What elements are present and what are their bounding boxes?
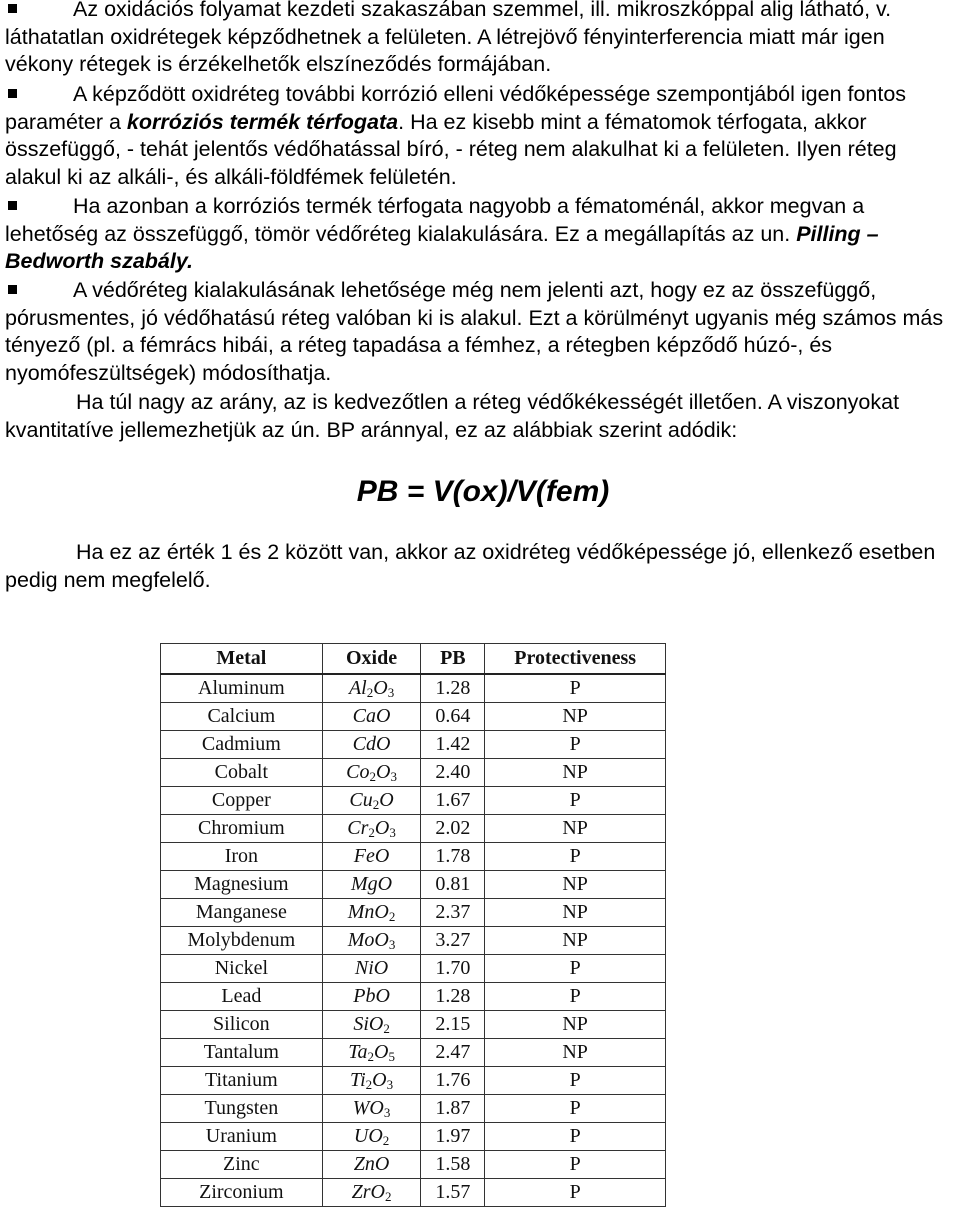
paragraph-other-factors <box>5 277 955 387</box>
cell-protectiveness: NP <box>485 927 666 955</box>
oxide-symbol: Co <box>346 760 370 783</box>
cell-oxide <box>322 1039 421 1067</box>
oxide-symbol: O <box>374 816 390 839</box>
cell-metal: Manganese <box>161 899 323 927</box>
cell-metal: Calcium <box>161 703 323 731</box>
oxide-symbol: Ti <box>350 1068 366 1091</box>
paragraph-volume-parameter <box>5 81 955 191</box>
cell-pb: 1.28 <box>421 674 485 703</box>
table-row <box>161 1123 666 1151</box>
oxide-symbol: UO <box>353 1124 383 1147</box>
cell-metal: Copper <box>161 787 323 815</box>
cell-oxide <box>322 1123 421 1151</box>
cell-pb: 0.81 <box>421 871 485 899</box>
cell-protectiveness: P <box>485 983 666 1011</box>
oxide-symbol: O <box>379 788 394 811</box>
oxide-symbol: Cu <box>349 788 373 811</box>
table-row <box>161 731 666 759</box>
cell-protectiveness: P <box>485 1123 666 1151</box>
cell-protectiveness: P <box>485 731 666 759</box>
oxide-symbol: Cr <box>347 816 369 839</box>
bullet-square-icon <box>8 4 17 13</box>
formula-text: PB = V(ox)/V(fem) <box>356 475 610 508</box>
oxide-subscript: 3 <box>388 936 396 952</box>
cell-pb: 3.27 <box>421 927 485 955</box>
column-header-oxide: Oxide <box>322 644 421 675</box>
paragraph-bp-ratio <box>5 389 955 444</box>
cell-protectiveness: P <box>485 1179 666 1207</box>
oxide-symbol: MgO <box>351 873 393 895</box>
bullet-square-icon <box>8 89 17 98</box>
cell-protectiveness: P <box>485 1095 666 1123</box>
paragraph-text: Ha azonban a korróziós termék térfogata nagyobb a fématoménál, akkor megvan a lehetőség az összefüggő, tömör védőréteg kialakulására. Ez a megállapítás az un. <box>5 194 865 246</box>
table-row <box>161 787 666 815</box>
cell-metal: Titanium <box>161 1067 323 1095</box>
cell-pb: 2.47 <box>421 1039 485 1067</box>
cell-protectiveness: NP <box>485 759 666 787</box>
cell-metal: Lead <box>161 983 323 1011</box>
oxide-subscript: 2 <box>367 1048 374 1064</box>
cell-pb: 2.02 <box>421 815 485 843</box>
oxide-subscript: 2 <box>382 1132 390 1148</box>
cell-oxide <box>322 927 421 955</box>
paragraph-text: látható, v. láthatatlan oxidrétegek képződhetnek a felületen. A létrejövő fényinterferencia miatt már igen vékony rétegek is érzékelhetők elszíneződés formájában. <box>5 0 892 76</box>
cell-metal: Aluminum <box>161 674 323 703</box>
paragraph-pilling-bedworth <box>5 193 955 276</box>
cell-pb: 1.28 <box>421 983 485 1011</box>
cell-oxide <box>322 1067 421 1095</box>
cell-pb: 1.57 <box>421 1179 485 1207</box>
cell-metal: Molybdenum <box>161 927 323 955</box>
oxide-subscript: 2 <box>383 1020 390 1036</box>
table-row <box>161 759 666 787</box>
table-row <box>161 674 666 703</box>
paragraph-conclusion <box>5 539 955 594</box>
table-header-row <box>161 644 666 675</box>
table-row <box>161 1039 666 1067</box>
oxide-subscript: 2 <box>369 768 377 784</box>
oxide-symbol: CaO <box>352 705 391 727</box>
table-row <box>161 1179 666 1207</box>
cell-protectiveness: P <box>485 674 666 703</box>
cell-pb: 1.87 <box>421 1095 485 1123</box>
paragraph-text: A képződött oxidréteg további korrózió elleni védőképessége szempontjából igen fontos paraméter a <box>5 82 907 134</box>
cell-metal: Nickel <box>161 955 323 983</box>
cell-protectiveness: NP <box>485 899 666 927</box>
table-row <box>161 955 666 983</box>
oxide-symbol: MoO <box>347 928 389 951</box>
cell-protectiveness: P <box>485 843 666 871</box>
paragraph-oxidation-intro <box>5 0 955 79</box>
cell-metal: Zinc <box>161 1151 323 1179</box>
table-row <box>161 1151 666 1179</box>
table-row <box>161 871 666 899</box>
oxide-symbol: NiO <box>354 957 389 979</box>
table-row <box>161 899 666 927</box>
cell-oxide <box>322 703 421 731</box>
cell-metal: Cobalt <box>161 759 323 787</box>
oxide-subscript: 2 <box>385 1188 392 1204</box>
oxide-symbol: ZrO <box>351 1180 385 1203</box>
cell-oxide <box>322 899 421 927</box>
cell-oxide <box>322 815 421 843</box>
cell-protectiveness: P <box>485 1067 666 1095</box>
paragraph-text: Az oxidációs folyamat kezdeti szakaszában szemmel, ill. mikroszkóppal alig <box>73 0 794 21</box>
cell-oxide <box>322 759 421 787</box>
bullet-square-icon <box>8 201 17 210</box>
cell-pb: 1.76 <box>421 1067 485 1095</box>
oxide-subscript: 3 <box>389 824 396 840</box>
cell-pb: 1.58 <box>421 1151 485 1179</box>
cell-oxide <box>322 871 421 899</box>
cell-oxide <box>322 983 421 1011</box>
oxide-symbol: O <box>373 1040 389 1063</box>
oxide-subscript: 2 <box>366 684 374 700</box>
oxide-symbol: WO <box>352 1096 384 1119</box>
cell-metal: Tungsten <box>161 1095 323 1123</box>
oxide-symbol: FeO <box>353 845 390 867</box>
cell-oxide <box>322 1095 421 1123</box>
cell-metal: Silicon <box>161 1011 323 1039</box>
oxide-symbol: MnO <box>347 900 389 923</box>
cell-protectiveness: NP <box>485 871 666 899</box>
emphasis-rule-name: Pilling – Bedworth szabály. <box>5 221 879 273</box>
oxide-symbol: O <box>372 1068 387 1091</box>
cell-oxide <box>322 1151 421 1179</box>
cell-protectiveness: NP <box>485 1039 666 1067</box>
table-row <box>161 1067 666 1095</box>
table-row <box>161 1095 666 1123</box>
oxide-subscript: 2 <box>388 908 396 924</box>
cell-oxide <box>322 674 421 703</box>
cell-metal: Iron <box>161 843 323 871</box>
table-body <box>161 674 666 1207</box>
cell-metal: Cadmium <box>161 731 323 759</box>
cell-pb: 2.40 <box>421 759 485 787</box>
cell-oxide <box>322 1179 421 1207</box>
oxide-subscript: 3 <box>387 684 395 700</box>
oxide-subscript: 2 <box>368 824 375 840</box>
paragraph-text: Ha ez az érték 1 és 2 között van, akkor az oxidréteg védőképessége jó, ellenkező esetben pedig nem megfelelő. <box>5 540 936 592</box>
paragraph-text: A védőréteg kialakulásának lehetősége még nem jelenti azt, hogy ez az összefüggő, pórusmentes, jó védőhatású réteg valóban ki is alakul. Ezt a körülményt ugyanis még számos más tényező (pl. a fémrács hibái, a réteg tapadása a fémhez, a rétegben képződő húzó-, és nyomófeszültségek) módosíthatja. <box>5 278 944 385</box>
oxide-symbol: CdO <box>352 733 391 755</box>
cell-pb: 1.67 <box>421 787 485 815</box>
column-header-pb: PB <box>421 644 485 675</box>
column-header-metal: Metal <box>161 644 323 675</box>
bullet-square-icon <box>8 285 17 294</box>
formula-pb-ratio <box>0 474 960 510</box>
table-row <box>161 927 666 955</box>
column-header-protectiveness: Protectiveness <box>485 644 666 675</box>
cell-oxide <box>322 787 421 815</box>
cell-protectiveness: P <box>485 787 666 815</box>
oxide-symbol: O <box>373 676 388 699</box>
cell-oxide <box>322 1011 421 1039</box>
cell-protectiveness: P <box>485 955 666 983</box>
cell-pb: 1.78 <box>421 843 485 871</box>
table-row <box>161 703 666 731</box>
cell-metal: Uranium <box>161 1123 323 1151</box>
oxide-subscript: 2 <box>372 796 380 812</box>
oxide-subscript: 2 <box>365 1076 373 1092</box>
cell-metal: Tantalum <box>161 1039 323 1067</box>
emphasis-term: korróziós termék térfogata <box>126 109 399 134</box>
table-row <box>161 983 666 1011</box>
cell-oxide <box>322 731 421 759</box>
cell-pb: 1.42 <box>421 731 485 759</box>
table-row <box>161 815 666 843</box>
cell-protectiveness: NP <box>485 703 666 731</box>
oxide-subscript: 3 <box>386 1076 394 1092</box>
oxide-symbol: ZnO <box>353 1153 390 1175</box>
cell-protectiveness: P <box>485 1151 666 1179</box>
oxide-subscript: 3 <box>390 768 397 784</box>
cell-pb: 0.64 <box>421 703 485 731</box>
cell-metal: Chromium <box>161 815 323 843</box>
oxide-symbol: O <box>376 760 391 783</box>
oxide-symbol: SiO <box>353 1012 384 1035</box>
oxide-symbol: Ta <box>348 1040 368 1063</box>
cell-oxide <box>322 955 421 983</box>
oxide-subscript: 5 <box>388 1048 395 1064</box>
oxide-subscript: 3 <box>383 1104 391 1120</box>
oxide-symbol: Al <box>348 676 367 699</box>
cell-pb: 1.70 <box>421 955 485 983</box>
cell-metal: Magnesium <box>161 871 323 899</box>
cell-pb: 2.37 <box>421 899 485 927</box>
cell-pb: 2.15 <box>421 1011 485 1039</box>
pb-ratio-table <box>160 643 666 1207</box>
table-row <box>161 843 666 871</box>
paragraph-text: Ha túl nagy az arány, az is kedvezőtlen a réteg védőkékességét illetően. A viszonyokat kvantitatíve jellemezhetjük az ún. BP aránnyal, ez az alábbiak szerint adódik: <box>5 390 900 442</box>
paragraph-text: . Ha ez kisebb mint a fématomok térfogata, akkor összefüggő, - tehát jelentős védőhatással bíró, - réteg nem alakulhat ki a felületen. Ilyen réteg alakul ki az alkáli-, és alkáli-földfémek felületén. <box>5 109 897 189</box>
cell-protectiveness: NP <box>485 1011 666 1039</box>
table-row <box>161 1011 666 1039</box>
cell-pb: 1.97 <box>421 1123 485 1151</box>
cell-metal: Zirconium <box>161 1179 323 1207</box>
cell-oxide <box>322 843 421 871</box>
oxide-symbol: PbO <box>353 985 390 1007</box>
pb-ratio-table-image <box>160 643 666 1204</box>
cell-protectiveness: NP <box>485 815 666 843</box>
